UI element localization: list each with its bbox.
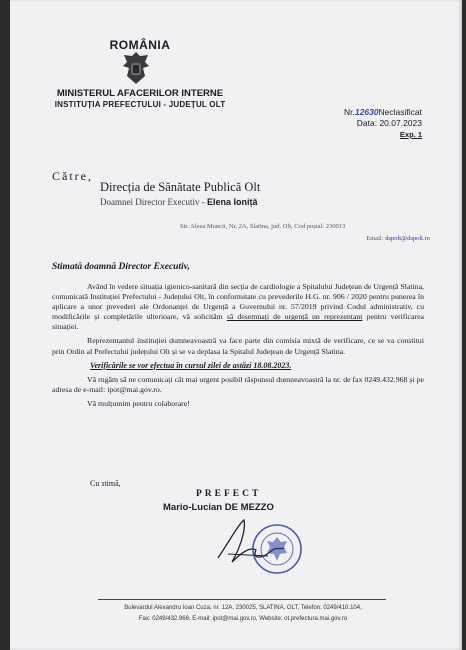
recipient-name: Direcția de Sănătate Publică Olt (100, 180, 261, 194)
recipient-address (180, 221, 430, 245)
signatory-title: PREFECT (196, 489, 262, 499)
director-name: Elena Ioniță (206, 197, 258, 207)
address-line: Str. Aleea Muncii, Nr. 2A, Slatina, jud. Olt, Cod poștal: 230013 (180, 223, 346, 230)
reference-block (344, 107, 422, 140)
classification: Neclasificat (378, 107, 422, 117)
copy-number: Exp. 1 (399, 130, 422, 139)
institution-heading: INSTITUȚIA PREFECTULUI - JUDEȚUL OLT (54, 100, 226, 109)
paragraph-1-text: Având în vedere situația igienico-sanitară din secția de cardiologie a Spitalului Județean de Urgență Slatina, comunicată Instituției Prefectului - Județului Olt, în conformitate cu prevederile H.G. nr. 906 / 2020 pentru punerea în aplicare a unor prevederi ale Ordonanței de Urgență a Guvernului nr. 57/2019 privind Codul administrativ, cu modificările și completările ulterioare, vă solicităm (52, 282, 424, 322)
registration-number: 12630 (354, 107, 379, 117)
country-heading: ROMÂNIA (109, 38, 171, 52)
document-date: Data: 20.07.2023 (356, 118, 422, 128)
official-stamp (251, 523, 303, 575)
salutation: Stimată doamnă Director Executiv, (52, 262, 190, 272)
paragraph-2: Reprezentantul instituției dumneavoastră va face parte din comisia mixtă de verificare, ce se va constitui prin Ordin al Prefectului județului Olt și se va deplasa la Spitalul Județean de Urgență Slatina. (52, 336, 424, 356)
recipient-email-line (180, 233, 430, 245)
paragraph-3: Vă rugăm să ne comunicați cât mai urgent posibil răspunsul dumneavoastră la nr. de fax 0249.432.968 și pe adresa de e-mail: ipot@mai.gov.ro. (52, 374, 424, 394)
footer (98, 603, 388, 625)
paragraph-1-end: pentru verificarea situației. (52, 312, 424, 332)
nr-prefix: Nr. (344, 107, 355, 117)
footer-divider (98, 599, 386, 600)
ministry-heading: MINISTERUL AFACERILOR INTERNE (56, 88, 224, 99)
letter-body (52, 282, 424, 413)
recipient-director (100, 197, 257, 207)
recipient-email: dspolt@dspolt.ro (385, 235, 430, 242)
email-label: Email: (366, 235, 384, 242)
paragraph-1-underlined: să desemnați de urgență un reprezentant (226, 312, 363, 322)
closing-line: Cu stimă, (90, 479, 121, 488)
paragraph-1 (52, 282, 424, 332)
deadline-notice: Verificările se vor efectua în cursul zilei de astăzi 18.08.2023. (90, 360, 292, 370)
footer-address: Bulevardul Alexandru Ioan Cuza, nr. 12A, 230025, SLATINA, OLT, Telefon: 0249/410.104, (124, 605, 362, 611)
signatory-name: Mario-Lucian DE MEZZO (163, 502, 274, 513)
thanks-line: Vă mulțumim pentru colaborare! (87, 398, 190, 408)
director-prefix: Doamnei Director Executiv - (100, 197, 205, 207)
to-label: Către, (52, 169, 93, 183)
footer-contact: Fax: 0249/432.968, E-mail: ipot@mai.gov.ro, Website: ot.prefectura.mai.gov.ro (138, 616, 348, 622)
letter-page (10, 0, 462, 650)
coat-of-arms-icon (121, 50, 151, 86)
